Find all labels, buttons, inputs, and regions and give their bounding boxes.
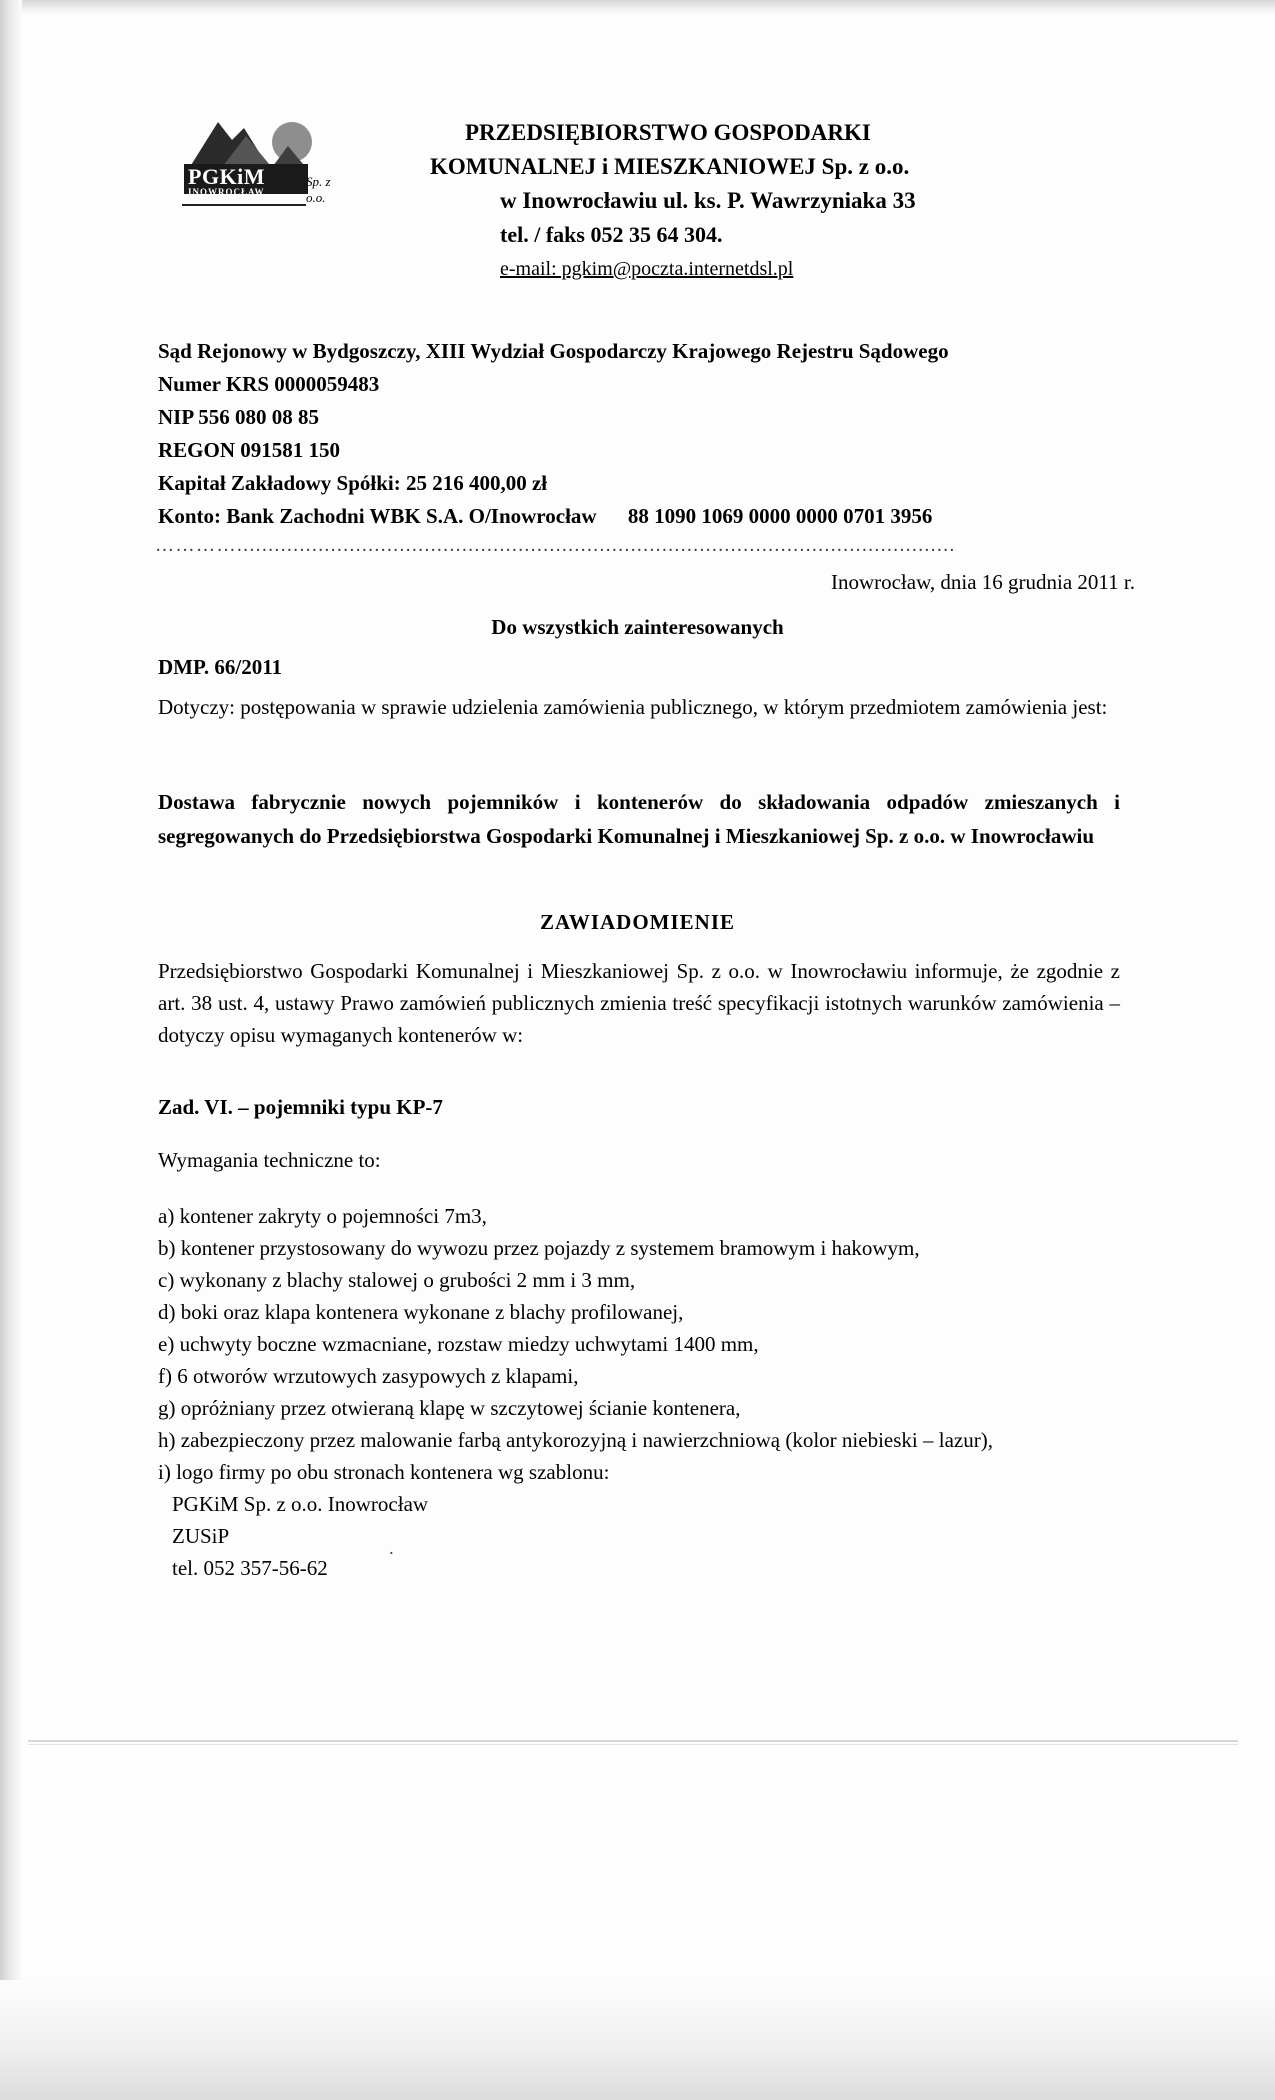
notice-title: ZAWIADOMIENIE [539,910,736,934]
place-and-date: Inowrocław, dnia 16 grudnia 2011 r. [830,570,1135,594]
list-item: h) zabezpieczony przez malowanie farbą antykorozyjną i nawierzchniową (kolor niebieski – lazur), [158,1428,993,1452]
logo-spec-line: ZUSiP [172,1524,230,1548]
list-item: g) opróżniany przez otwieraną klapę w szczytowej ścianie kontenera, [158,1396,741,1420]
company-logo [178,112,338,220]
list-item: c) wykonany z blachy stalowej o grubości 2 mm i 3 mm, [158,1268,636,1292]
logo-spec-line: PGKiM Sp. z o.o. Inowrocław [172,1492,429,1516]
separator-dotted-line: …………................................................................................................................... [155,535,956,556]
list-item: f) 6 otworów wrzutowych zasypowych z klapami, [158,1364,579,1388]
company-address: w Inowrocławiu ul. ks. P. Wawrzyniaka 33 [500,188,916,213]
stray-mark: ˙ [388,1548,395,1570]
letterhead [430,116,1130,286]
company-name-line-1: PRZEDSIĘBIORSTWO GOSPODARKI [465,120,871,145]
registry-krs: Numer KRS 0000059483 [158,372,380,396]
company-phone: tel. / faks 052 35 64 304. [500,222,723,247]
registry-regon: REGON 091581 150 [158,438,341,462]
list-item: a) kontener zakryty o pojemności 7m3, [158,1204,487,1228]
intro-paragraph: Dotyczy: postępowania w sprawie udzielenia zamówienia publicznego, w którym przedmiotem zamówienia jest: [158,695,1108,719]
logo-name: PGKiM [188,164,266,189]
list-item: e) uchwyty boczne wzmacniane, rozstaw miedzy uchwytami 1400 mm, [158,1332,759,1356]
list-item: d) boki oraz klapa kontenera wykonane z blachy profilowanej, [158,1300,684,1324]
company-name-line-2: KOMUNALNEJ i MIESZKANIOWEJ Sp. z o.o. [430,154,910,179]
registry-court: Sąd Rejonowy w Bydgoszczy, XIII Wydział Gospodarczy Krajowego Rejestru Sądowego [158,339,949,363]
logo-nameplate [184,164,308,197]
registry-bank-label: Konto: Bank Zachodni WBK S.A. O/Inowrocław [158,504,597,528]
subject-paragraph: Dostawa fabrycznie nowych pojemników i kontenerów do składowania odpadów zmieszanych i segregowanych do Przedsiębiorstwa Gospodarki Komunalnej i Mieszkaniowej Sp. z o.o. w Inowrocławiu [158,790,1120,848]
registry-nip: NIP 556 080 08 85 [158,405,320,429]
logo-legal-suffix: Sp. z o.o. [306,174,331,205]
registry-bank [158,500,1158,533]
notice-body: Przedsiębiorstwo Gospodarki Komunalnej i Mieszkaniowej Sp. z o.o. w Inowrocławiu informuje, że zgodnie z art. 38 ust. 4, ustawy Prawo zamówień publicznych zmienia treść specyfikacji istotnych warunków zamówienia – dotyczy opisu wymaganych kontenerów w: [158,959,1120,1047]
requirements-list [158,1200,1138,1584]
company-email[interactable]: e-mail: pgkim@poczta.internetdsl.pl [500,258,794,280]
list-item: i) logo firmy po obu stronach kontenera wg szablonu: [158,1460,610,1484]
logo-underline [182,204,306,206]
requirements-title: Wymagania techniczne to: [158,1148,381,1172]
registry-block [158,335,1158,533]
task-heading: Zad. VI. – pojemniki typu KP-7 [158,1095,443,1119]
addressee-line: Do wszystkich zainteresowanych [491,615,784,639]
registry-capital: Kapitał Zakładowy Spółki: 25 216 400,00 zł [158,471,548,495]
reference-number: DMP. 66/2011 [158,655,283,679]
list-item: b) kontener przystosowany do wywozu przez pojazdy z systemem bramowym i hakowym, [158,1236,920,1260]
logo-subtitle: INOWROCŁAW [188,187,265,197]
logo-spec-line: tel. 052 357-56-62 [172,1556,328,1580]
registry-account-number: 88 1090 1069 0000 0000 0701 3956 [627,504,933,528]
